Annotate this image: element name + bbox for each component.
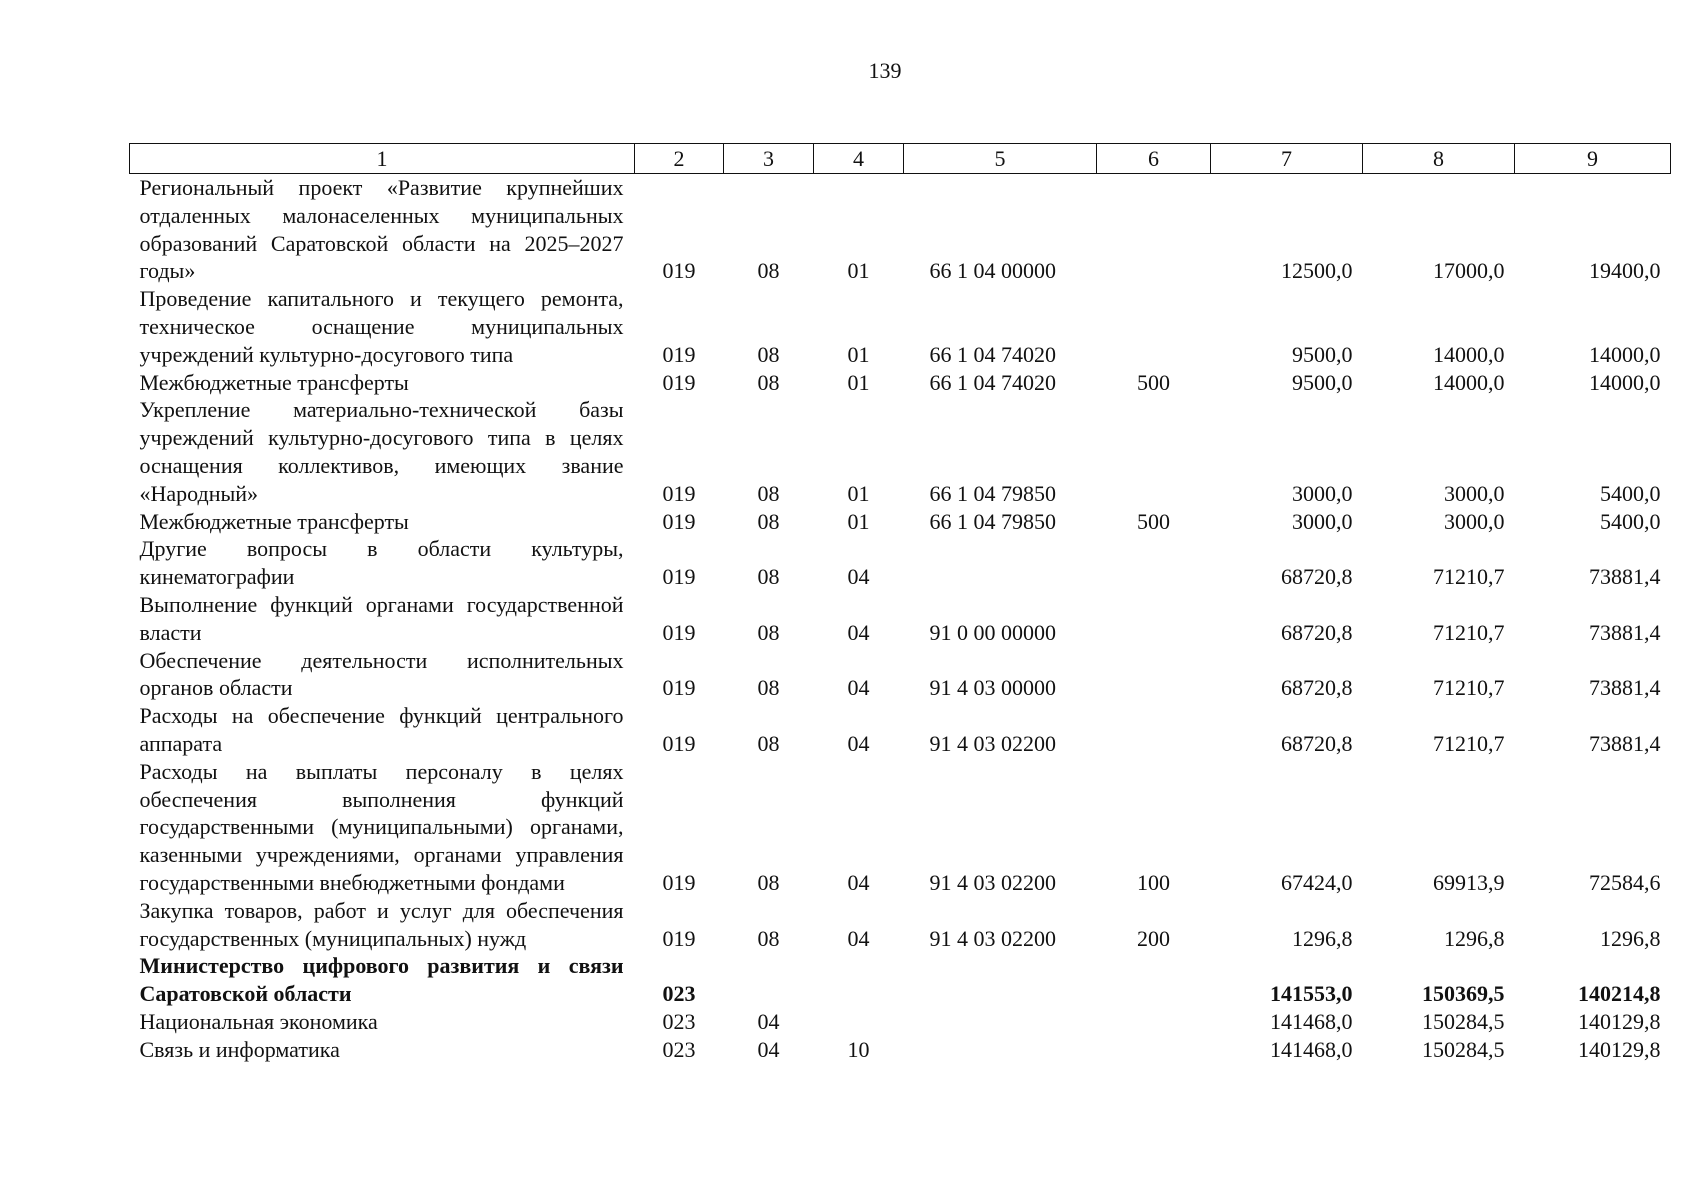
amount-cell: 5400,0 bbox=[1600, 480, 1661, 506]
expense-type-cell bbox=[1097, 535, 1211, 591]
table-header bbox=[130, 144, 1671, 174]
amount-cell: 12500,0 bbox=[1281, 258, 1353, 284]
subsection-code-cell bbox=[814, 952, 904, 1008]
target-article-cell bbox=[904, 1036, 1097, 1064]
table-row bbox=[130, 535, 1671, 591]
column-number-row bbox=[130, 144, 1671, 174]
column-header: 4 bbox=[814, 144, 904, 174]
subsection-code-cell: 04 bbox=[847, 675, 870, 701]
column-header: 9 bbox=[1515, 144, 1671, 174]
amount-cell: 150284,5 bbox=[1422, 1008, 1505, 1034]
expense-type-cell bbox=[1097, 174, 1211, 286]
row-name-cell: Связь и информатика bbox=[139, 1036, 340, 1062]
row-name-cell: Проведение капитального и текущего ремонта, техническое оснащение муниципальных учреждений культурно-досугового типа bbox=[139, 286, 624, 367]
grbs-code-cell: 023 bbox=[662, 1036, 696, 1062]
table-row bbox=[130, 591, 1671, 647]
table-row bbox=[130, 174, 1671, 286]
amount-cell: 68720,8 bbox=[1281, 564, 1353, 590]
section-code-cell: 08 bbox=[757, 480, 780, 506]
row-name-cell: Региональный проект «Развитие крупнейших отдаленных малонаселенных муниципальных образований Саратовской области на 2025–2027 годы» bbox=[139, 175, 624, 284]
table-row bbox=[130, 897, 1671, 953]
column-header: 1 bbox=[130, 144, 635, 174]
amount-cell: 14000,0 bbox=[1433, 341, 1505, 367]
row-name-cell: Обеспечение деятельности исполнительных органов области bbox=[139, 647, 624, 701]
table-row bbox=[130, 758, 1671, 897]
subsection-code-cell: 01 bbox=[847, 369, 870, 395]
amount-cell: 71210,7 bbox=[1433, 730, 1505, 756]
amount-cell: 71210,7 bbox=[1433, 675, 1505, 701]
table-row bbox=[130, 396, 1671, 507]
amount-cell: 1296,8 bbox=[1444, 925, 1505, 951]
grbs-code-cell: 019 bbox=[662, 258, 696, 284]
section-code-cell bbox=[724, 952, 814, 1008]
section-code-cell: 08 bbox=[757, 508, 780, 534]
section-code-cell: 08 bbox=[757, 869, 780, 895]
column-header: 6 bbox=[1097, 144, 1211, 174]
grbs-code-cell: 019 bbox=[662, 564, 696, 590]
amount-cell: 1296,8 bbox=[1292, 925, 1353, 951]
subsection-code-cell: 04 bbox=[847, 564, 870, 590]
table-row bbox=[130, 369, 1671, 397]
grbs-code-cell: 019 bbox=[662, 675, 696, 701]
subsection-code-cell: 01 bbox=[847, 508, 870, 534]
grbs-code-cell: 019 bbox=[662, 730, 696, 756]
expense-type-cell bbox=[1097, 702, 1211, 758]
table-row bbox=[130, 1008, 1671, 1036]
amount-cell: 72584,6 bbox=[1589, 869, 1661, 895]
amount-cell: 150284,5 bbox=[1422, 1036, 1505, 1062]
section-code-cell: 08 bbox=[757, 730, 780, 756]
table-row bbox=[130, 1036, 1671, 1064]
amount-cell: 68720,8 bbox=[1281, 730, 1353, 756]
amount-cell: 67424,0 bbox=[1281, 869, 1353, 895]
column-header: 5 bbox=[904, 144, 1097, 174]
page-number: 139 bbox=[868, 58, 902, 83]
grbs-code-cell: 023 bbox=[662, 1008, 696, 1034]
section-code-cell: 08 bbox=[757, 619, 780, 645]
grbs-code-cell: 019 bbox=[662, 369, 696, 395]
grbs-code-cell: 019 bbox=[662, 619, 696, 645]
amount-cell: 14000,0 bbox=[1589, 369, 1661, 395]
row-name-cell: Межбюджетные трансферты bbox=[139, 508, 409, 534]
subsection-code-cell: 04 bbox=[847, 869, 870, 895]
table-row bbox=[130, 952, 1671, 1008]
row-name-cell: Министерство цифрового развития и связи Саратовской области bbox=[139, 953, 624, 1007]
amount-cell: 150369,5 bbox=[1422, 981, 1505, 1007]
section-code-cell: 08 bbox=[757, 925, 780, 951]
amount-cell: 73881,4 bbox=[1589, 564, 1661, 590]
amount-cell: 140214,8 bbox=[1578, 981, 1661, 1007]
amount-cell: 9500,0 bbox=[1292, 369, 1353, 395]
expense-type-cell bbox=[1097, 1008, 1211, 1036]
subsection-code-cell bbox=[814, 1008, 904, 1036]
expense-type-cell bbox=[1097, 591, 1211, 647]
column-header: 3 bbox=[724, 144, 814, 174]
amount-cell: 19400,0 bbox=[1589, 258, 1661, 284]
amount-cell: 14000,0 bbox=[1589, 341, 1661, 367]
column-header: 7 bbox=[1211, 144, 1363, 174]
amount-cell: 73881,4 bbox=[1589, 675, 1661, 701]
amount-cell: 73881,4 bbox=[1589, 619, 1661, 645]
table-row bbox=[130, 647, 1671, 703]
target-article-cell bbox=[904, 535, 1097, 591]
subsection-code-cell: 04 bbox=[847, 730, 870, 756]
expense-type-cell bbox=[1097, 285, 1211, 368]
section-code-cell: 04 bbox=[757, 1036, 780, 1062]
expense-type-cell: 100 bbox=[1137, 869, 1170, 895]
subsection-code-cell: 10 bbox=[847, 1036, 870, 1062]
table-row bbox=[130, 508, 1671, 536]
amount-cell: 71210,7 bbox=[1433, 564, 1505, 590]
row-name-cell: Национальная экономика bbox=[139, 1008, 378, 1034]
table-row bbox=[130, 285, 1671, 368]
column-header: 2 bbox=[635, 144, 724, 174]
expense-type-cell bbox=[1097, 647, 1211, 703]
target-article-cell: 91 4 03 00000 bbox=[929, 675, 1056, 701]
amount-cell: 141468,0 bbox=[1270, 1008, 1353, 1034]
expense-type-cell bbox=[1097, 1036, 1211, 1064]
expense-type-cell bbox=[1097, 396, 1211, 507]
grbs-code-cell: 019 bbox=[662, 869, 696, 895]
section-code-cell: 04 bbox=[757, 1008, 780, 1034]
target-article-cell: 91 4 03 02200 bbox=[929, 730, 1056, 756]
target-article-cell: 91 0 00 00000 bbox=[929, 619, 1056, 645]
amount-cell: 17000,0 bbox=[1433, 258, 1505, 284]
column-header: 8 bbox=[1363, 144, 1515, 174]
row-name-cell: Межбюджетные трансферты bbox=[139, 369, 409, 395]
subsection-code-cell: 04 bbox=[847, 619, 870, 645]
amount-cell: 73881,4 bbox=[1589, 730, 1661, 756]
grbs-code-cell: 019 bbox=[662, 341, 696, 367]
section-code-cell: 08 bbox=[757, 369, 780, 395]
target-article-cell bbox=[904, 952, 1097, 1008]
amount-cell: 3000,0 bbox=[1292, 508, 1353, 534]
grbs-code-cell: 019 bbox=[662, 925, 696, 951]
row-name-cell: Расходы на обеспечение функций центрального аппарата bbox=[139, 703, 624, 756]
subsection-code-cell: 01 bbox=[847, 258, 870, 284]
amount-cell: 14000,0 bbox=[1433, 369, 1505, 395]
amount-cell: 69913,9 bbox=[1433, 869, 1505, 895]
section-code-cell: 08 bbox=[757, 675, 780, 701]
row-name-cell: Другие вопросы в области культуры, кинематографии bbox=[139, 536, 624, 590]
row-name-cell: Расходы на выплаты персоналу в целях обеспечения выполнения функций государственными (муниципальными) органами, казенными учреждениями, органами управления государственными внебюджетными фондами bbox=[139, 758, 624, 895]
table-row bbox=[130, 702, 1671, 758]
target-article-cell: 66 1 04 79850 bbox=[929, 480, 1056, 506]
table-body bbox=[130, 174, 1671, 1064]
section-code-cell: 08 bbox=[757, 258, 780, 284]
subsection-code-cell: 01 bbox=[847, 341, 870, 367]
target-article-cell: 66 1 04 74020 bbox=[929, 369, 1056, 395]
target-article-cell: 66 1 04 74020 bbox=[929, 341, 1056, 367]
amount-cell: 3000,0 bbox=[1292, 480, 1353, 506]
amount-cell: 140129,8 bbox=[1578, 1036, 1661, 1062]
expense-type-cell: 500 bbox=[1137, 369, 1170, 395]
row-name-cell: Выполнение функций органами государственной власти bbox=[139, 591, 624, 645]
section-code-cell: 08 bbox=[757, 564, 780, 590]
target-article-cell bbox=[904, 1008, 1097, 1036]
expense-type-cell bbox=[1097, 952, 1211, 1008]
subsection-code-cell: 01 bbox=[847, 480, 870, 506]
amount-cell: 141553,0 bbox=[1270, 981, 1353, 1007]
budget-table bbox=[129, 143, 1671, 1064]
amount-cell: 3000,0 bbox=[1444, 480, 1505, 506]
amount-cell: 140129,8 bbox=[1578, 1008, 1661, 1034]
grbs-code-cell: 023 bbox=[662, 981, 696, 1007]
expense-type-cell: 200 bbox=[1137, 925, 1170, 951]
target-article-cell: 91 4 03 02200 bbox=[929, 925, 1056, 951]
amount-cell: 3000,0 bbox=[1444, 508, 1505, 534]
target-article-cell: 91 4 03 02200 bbox=[929, 869, 1056, 895]
amount-cell: 68720,8 bbox=[1281, 675, 1353, 701]
subsection-code-cell: 04 bbox=[847, 925, 870, 951]
amount-cell: 71210,7 bbox=[1433, 619, 1505, 645]
target-article-cell: 66 1 04 00000 bbox=[929, 258, 1056, 284]
amount-cell: 68720,8 bbox=[1281, 619, 1353, 645]
section-code-cell: 08 bbox=[757, 341, 780, 367]
amount-cell: 141468,0 bbox=[1270, 1036, 1353, 1062]
amount-cell: 5400,0 bbox=[1600, 508, 1661, 534]
target-article-cell: 66 1 04 79850 bbox=[929, 508, 1056, 534]
grbs-code-cell: 019 bbox=[662, 480, 696, 506]
amount-cell: 9500,0 bbox=[1292, 341, 1353, 367]
grbs-code-cell: 019 bbox=[662, 508, 696, 534]
expense-type-cell: 500 bbox=[1137, 508, 1170, 534]
amount-cell: 1296,8 bbox=[1600, 925, 1661, 951]
row-name-cell: Закупка товаров, работ и услуг для обеспечения государственных (муниципальных) нужд bbox=[139, 897, 624, 951]
row-name-cell: Укрепление материально-технической базы учреждений культурно-досугового типа в целях оснащения коллективов, имеющих звание «Народный» bbox=[139, 397, 624, 506]
